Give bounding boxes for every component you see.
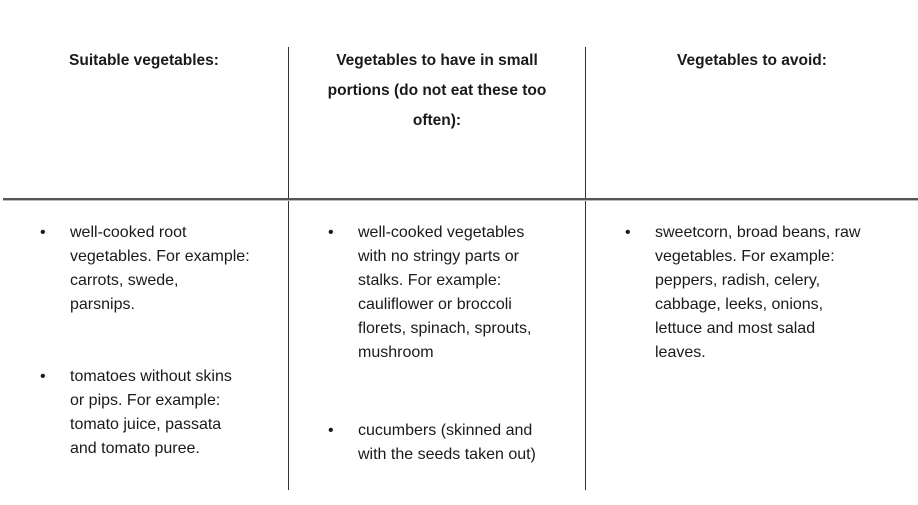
item-line: cauliflower or broccoli [358,296,512,313]
item-line: tomatoes without skins [70,368,232,385]
header-line: Suitable vegetables: [69,52,219,69]
item-line: or pips. For example: [70,392,221,409]
header-line: Vegetables to have in small [336,52,538,69]
bullet-icon: • [328,422,334,439]
bullet-icon: • [40,368,46,385]
header-suitable [0,46,288,76]
column-divider-2 [585,47,586,490]
item-line: cucumbers (skinned and [358,422,533,439]
item-line: cabbage, leeks, onions, [655,296,824,313]
header-line: often): [412,112,462,129]
bullet-icon: • [328,224,334,241]
item-line: with no stringy parts or [358,248,519,265]
item-line: vegetables. For example: [655,248,835,265]
header-line: portions (do not eat these too [327,82,547,99]
item-line: lettuce and most salad [655,320,816,337]
item-line: vegetables. For example: [70,248,250,265]
list-item [328,221,532,365]
item-line: sweetcorn, broad beans, raw [655,224,861,241]
bullet-icon: • [625,224,631,241]
list-item [40,221,250,317]
header-divider [3,198,918,201]
item-line: well-cooked root [70,224,187,241]
header-small-portions [289,46,585,136]
item-line: with the seeds taken out) [358,446,536,463]
item-line: leaves. [655,344,706,361]
item-line: carrots, swede, [70,272,179,289]
list-item [328,419,536,467]
item-line: parsnips. [70,296,135,313]
item-line: florets, spinach, sprouts, [358,320,532,337]
item-line: well-cooked vegetables [358,224,525,241]
item-line: mushroom [358,344,434,361]
item-line: and tomato puree. [70,440,200,457]
item-line: stalks. For example: [358,272,502,289]
bullet-icon: • [40,224,46,241]
item-line: tomato juice, passata [70,416,222,433]
header-line: Vegetables to avoid: [677,52,827,69]
list-item [40,365,232,461]
item-line: peppers, radish, celery, [655,272,821,289]
header-avoid [586,46,918,76]
list-item [625,221,861,365]
